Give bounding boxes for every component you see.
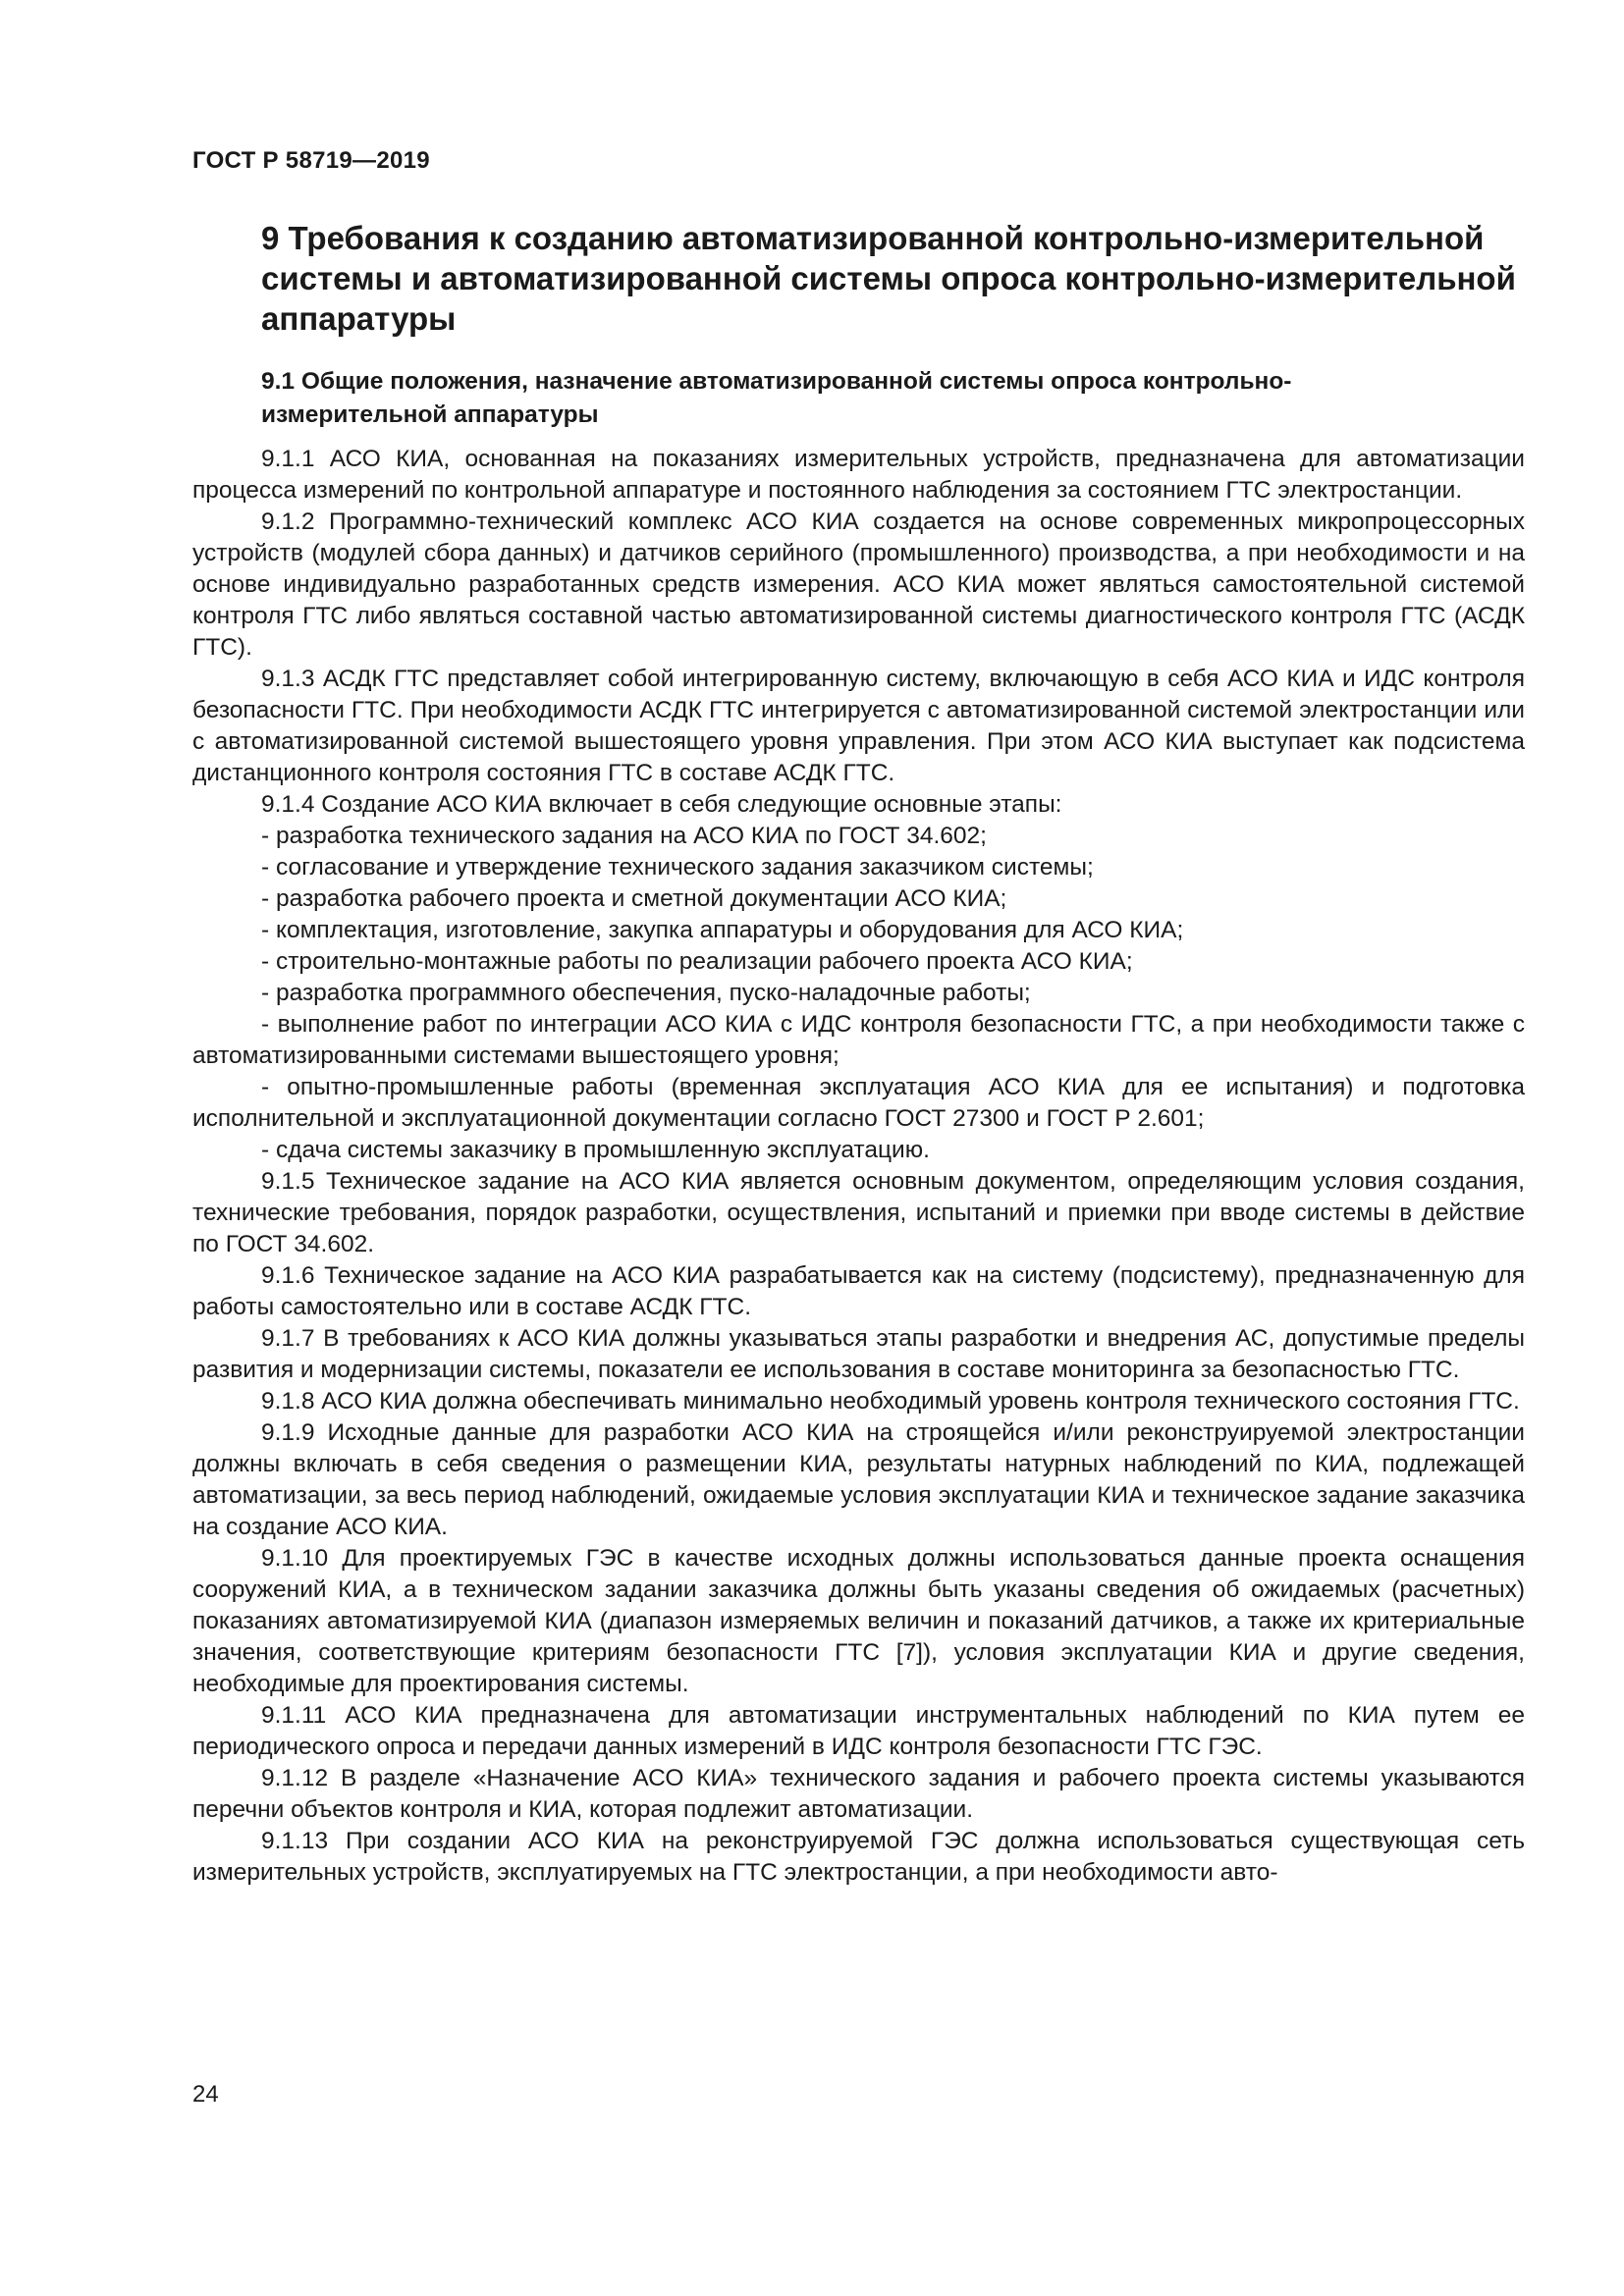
list-item: - разработка программного обеспечения, пуско-наладочные работы; xyxy=(261,980,1031,1006)
section-heading: 9 Требования к созданию автоматизированной контрольно-измерительной системы и автоматизированной системы опроса контрольно-измерительной аппаратуры xyxy=(261,220,1516,337)
paragraph-9-1-10: 9.1.10 Для проектируемых ГЭС в качестве исходных должны использоваться данные проекта оснащения сооружений КИА, а в техническом задании заказчика должны быть указаны сведения об ожидаемых (расчетных) показаниях автоматизируемой КИА (диапазон измеряемых величин и показаний датчиков, а также их критериальные значения, соответствующие критериям безопасности ГТС [7]), условия эксплуатации КИА и другие сведения, необходимые для проектирования системы. xyxy=(192,1545,1525,1697)
list-item: - комплектация, изготовление, закупка аппаратуры и оборудования для АСО КИА; xyxy=(261,917,1184,943)
document-code-header: ГОСТ Р 58719—2019 xyxy=(192,147,430,174)
list-item: - разработка технического задания на АСО КИА по ГОСТ 34.602; xyxy=(261,823,987,849)
paragraph-9-1-7: 9.1.7 В требованиях к АСО КИА должны указываться этапы разработки и внедрения АС, допустимые пределы развития и модернизации системы, показатели ее использования в составе мониторинга за безопасностью ГТС. xyxy=(192,1325,1525,1383)
paragraph-9-1-1: 9.1.1 АСО КИА, основанная на показаниях измерительных устройств, предназначена для автоматизации процесса измерений по контрольной аппаратуре и постоянного наблюдения за состоянием ГТС электростанции. xyxy=(192,446,1525,504)
paragraph-9-1-12: 9.1.12 В разделе «Назначение АСО КИА» технического задания и рабочего проекта системы указываются перечни объектов контроля и КИА, которая подлежит автоматизации. xyxy=(192,1765,1525,1823)
paragraph-9-1-11: 9.1.11 АСО КИА предназначена для автоматизации инструментальных наблюдений по КИА путем ее периодического опроса и передачи данных измерений в ИДС контроля безопасности ГТС ГЭС. xyxy=(192,1702,1525,1760)
paragraph-9-1-2: 9.1.2 Программно-технический комплекс АСО КИА создается на основе современных микропроцессорных устройств (модулей сбора данных) и датчиков серийного (промышленного) производства, а при необходимости и на основе индивидуально разработанных средств измерения. АСО КИА может являться самостоятельной системой контроля ГТС либо являться составной частью автоматизированной системы диагностического контроля ГТС (АСДК ГТС). xyxy=(192,508,1525,661)
paragraph-9-1-8: 9.1.8 АСО КИА должна обеспечивать минимально необходимый уровень контроля технического состояния ГТС. xyxy=(261,1388,1520,1415)
page-number: 24 xyxy=(192,2081,219,2108)
paragraph-9-1-3: 9.1.3 АСДК ГТС представляет собой интегрированную систему, включающую в себя АСО КИА и ИДС контроля безопасности ГТС. При необходимости АСДК ГТС интегрируется с автоматизированной системой электростанции или с автоматизированной системой вышестоящего уровня управления. При этом АСО КИА выступает как подсистема дистанционного контроля состояния ГТС в составе АСДК ГТС. xyxy=(192,666,1525,786)
list-item: - опытно-промышленные работы (временная эксплуатация АСО КИА для ее испытания) и подготовка исполнительной и эксплуатационной документации согласно ГОСТ 27300 и ГОСТ Р 2.601; xyxy=(192,1074,1525,1132)
paragraph-9-1-13: 9.1.13 При создании АСО КИА на реконструируемой ГЭС должна использоваться существующая сеть измерительных устройств, эксплуатируемых на ГТС электростанции, а при необходимости авто- xyxy=(192,1828,1525,1886)
paragraph-9-1-9: 9.1.9 Исходные данные для разработки АСО КИА на строящейся и/или реконструируемой электростанции должны включать в себя сведения о размещении КИА, результаты натурных наблюдений по КИА, подлежащей автоматизации, за весь период наблюдений, ожидаемые условия эксплуатации КИА и техническое задание заказчика на создание АСО КИА. xyxy=(192,1419,1525,1540)
paragraph-9-1-5: 9.1.5 Техническое задание на АСО КИА является основным документом, определяющим условия создания, технические требования, порядок разработки, осуществления, испытаний и приемки при вводе системы в действие по ГОСТ 34.602. xyxy=(192,1168,1525,1257)
paragraph-9-1-6: 9.1.6 Техническое задание на АСО КИА разрабатывается как на систему (подсистему), предназначенную для работы самостоятельно или в составе АСДК ГТС. xyxy=(192,1262,1525,1320)
list-item: - строительно-монтажные работы по реализации рабочего проекта АСО КИА; xyxy=(261,948,1133,975)
list-item: - разработка рабочего проекта и сметной документации АСО КИА; xyxy=(261,885,1007,912)
list-item: - согласование и утверждение технического задания заказчиком системы; xyxy=(261,854,1094,881)
paragraph-9-1-4: 9.1.4 Создание АСО КИА включает в себя следующие основные этапы: xyxy=(261,791,1062,818)
subsection-heading: 9.1 Общие положения, назначение автоматизированной системы опроса контрольно-измерительной аппаратуры xyxy=(261,368,1292,428)
list-item: - сдача системы заказчику в промышленную эксплуатацию. xyxy=(261,1137,930,1163)
document-body xyxy=(192,444,1525,1889)
list-item: - выполнение работ по интеграции АСО КИА с ИДС контроля безопасности ГТС, а при необходимости также с автоматизированными системами вышестоящего уровня; xyxy=(192,1011,1525,1069)
